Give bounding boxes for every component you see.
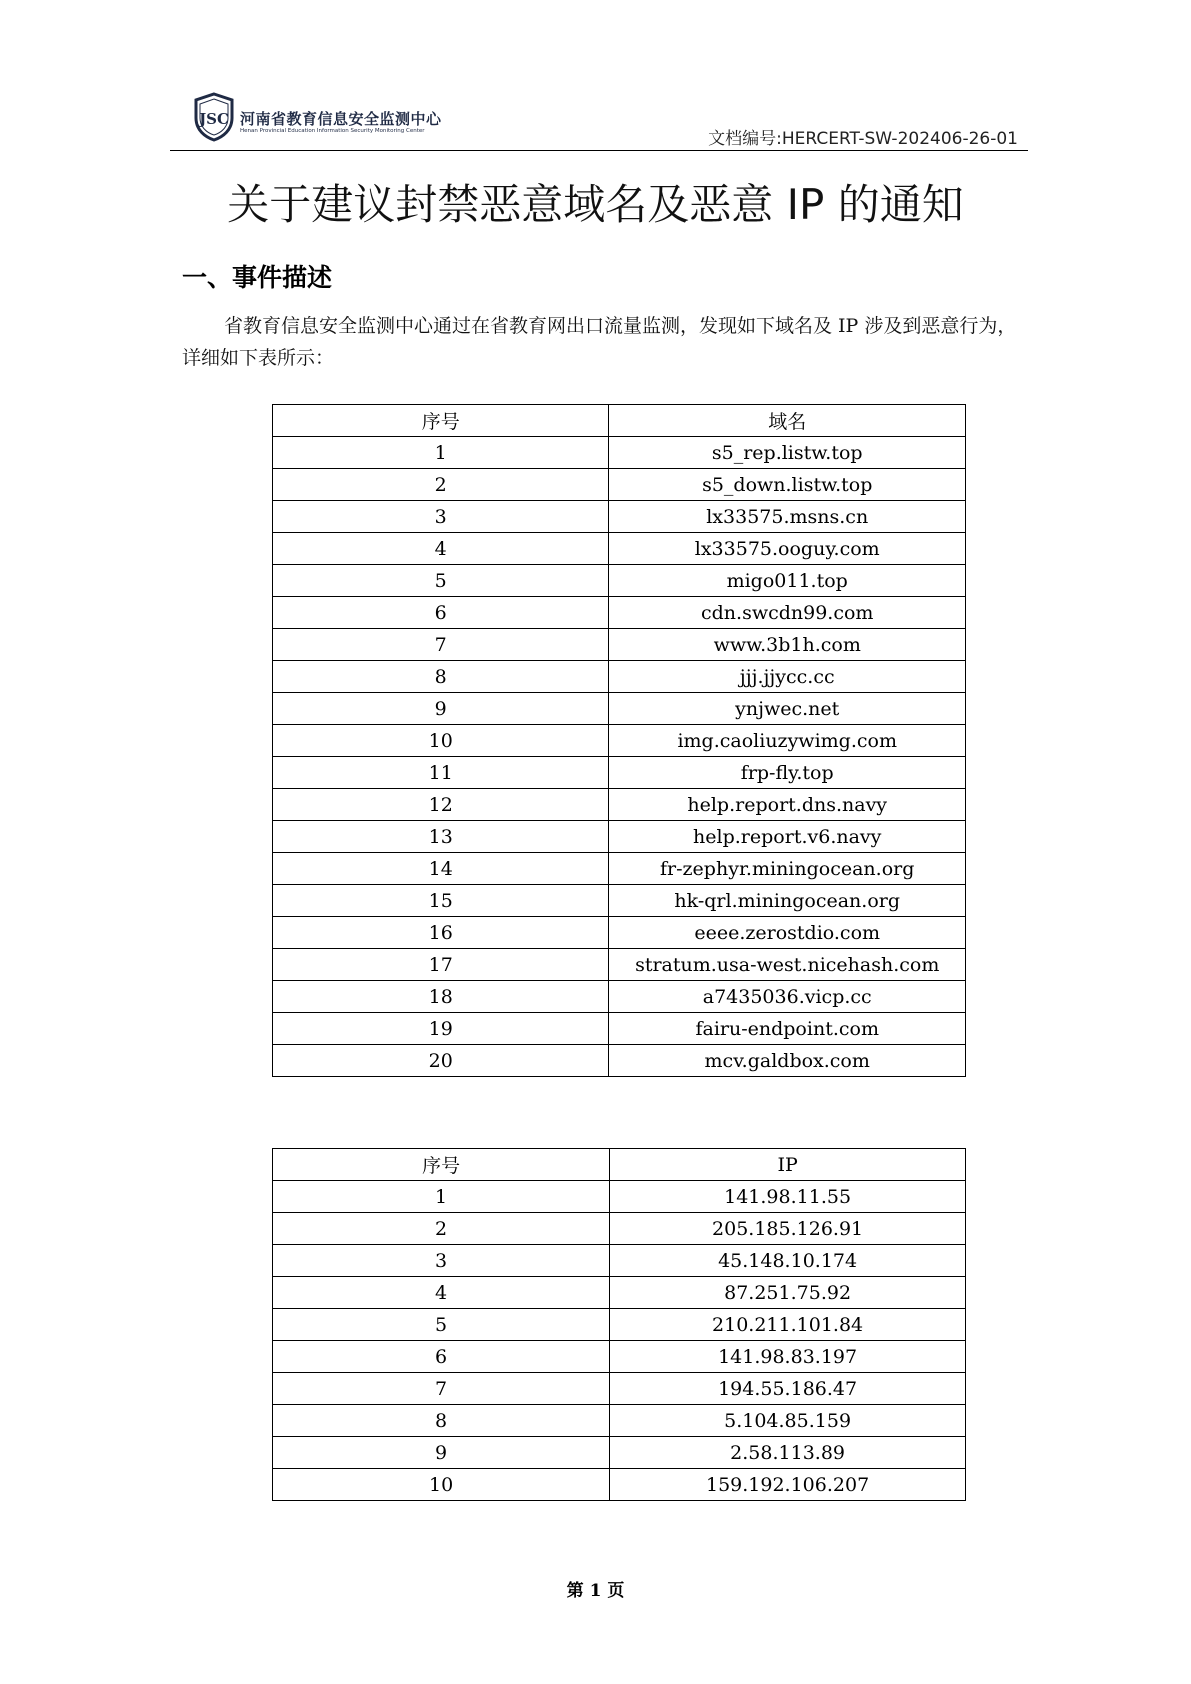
table-row [273, 1437, 966, 1469]
domain-value: frp-fly.top [609, 757, 966, 789]
row-index: 20 [273, 1045, 609, 1077]
row-index: 6 [273, 1341, 610, 1373]
table-row [273, 1045, 966, 1077]
document-number: 文档编号:HERCERT-SW-202406-26-01 [708, 129, 1018, 149]
domain-value: cdn.swcdn99.com [609, 597, 966, 629]
row-index: 2 [273, 469, 609, 501]
table-row [273, 661, 966, 693]
table-header-row [273, 1149, 966, 1181]
domain-value: stratum.usa-west.nicehash.com [609, 949, 966, 981]
domain-value: s5_down.listw.top [609, 469, 966, 501]
ip-value: 194.55.186.47 [610, 1373, 966, 1405]
row-index: 14 [273, 853, 609, 885]
domain-value: eeee.zerostdio.com [609, 917, 966, 949]
table-row [273, 1245, 966, 1277]
column-header-ip: IP [610, 1149, 966, 1181]
ip-value: 45.148.10.174 [610, 1245, 966, 1277]
table-row [273, 1469, 966, 1501]
column-header-index: 序号 [273, 1149, 610, 1181]
page-suffix: 页 [607, 1581, 625, 1601]
logo-mark: JSC [199, 110, 229, 128]
table-row [273, 1341, 966, 1373]
domain-table-body [273, 437, 966, 1077]
table-row [273, 981, 966, 1013]
domain-value: ynjwec.net [609, 693, 966, 725]
row-index: 7 [273, 1373, 610, 1405]
table-row [273, 917, 966, 949]
ip-value: 87.251.75.92 [610, 1277, 966, 1309]
malicious-ip-table [272, 1148, 966, 1501]
table-row [273, 1277, 966, 1309]
domain-value: fr-zephyr.miningocean.org [609, 853, 966, 885]
row-index: 3 [273, 1245, 610, 1277]
row-index: 19 [273, 1013, 609, 1045]
event-description: 省教育信息安全监测中心通过在省教育网出口流量监测，发现如下域名及 IP 涉及到恶意行为，详细如下表所示： [182, 315, 1017, 369]
row-index: 8 [273, 661, 609, 693]
table-row [273, 757, 966, 789]
row-index: 9 [273, 1437, 610, 1469]
row-index: 15 [273, 885, 609, 917]
column-header-domain: 域名 [609, 405, 966, 437]
row-index: 1 [273, 437, 609, 469]
table-row [273, 469, 966, 501]
table-row [273, 1181, 966, 1213]
domain-value: lx33575.msns.cn [609, 501, 966, 533]
table-row [273, 1013, 966, 1045]
table-row [273, 725, 966, 757]
row-index: 13 [273, 821, 609, 853]
domain-value: help.report.v6.navy [609, 821, 966, 853]
row-index: 18 [273, 981, 609, 1013]
organization-name-cn: 河南省教育信息安全监测中心 [240, 110, 442, 128]
row-index: 2 [273, 1213, 610, 1245]
page-prefix: 第 [566, 1581, 584, 1601]
page-title: 关于建议封禁恶意域名及恶意 IP 的通知 [227, 180, 964, 229]
row-index: 10 [273, 725, 609, 757]
table-header-row [273, 405, 966, 437]
ip-value: 210.211.101.84 [610, 1309, 966, 1341]
row-index: 4 [273, 1277, 610, 1309]
domain-value: fairu-endpoint.com [609, 1013, 966, 1045]
row-index: 5 [273, 1309, 610, 1341]
domain-value: mcv.galdbox.com [609, 1045, 966, 1077]
ip-value: 141.98.11.55 [610, 1181, 966, 1213]
row-index: 8 [273, 1405, 610, 1437]
row-index: 5 [273, 565, 609, 597]
domain-value: lx33575.ooguy.com [609, 533, 966, 565]
table-row [273, 853, 966, 885]
ip-value: 141.98.83.197 [610, 1341, 966, 1373]
domain-value: s5_rep.listw.top [609, 437, 966, 469]
section-heading: 一、事件描述 [182, 263, 333, 292]
row-index: 17 [273, 949, 609, 981]
table-row [273, 1405, 966, 1437]
table-row [273, 789, 966, 821]
table-row [273, 533, 966, 565]
row-index: 7 [273, 629, 609, 661]
organization-name-en: Henan Provincial Education Information Security Monitoring Center [240, 128, 425, 134]
row-index: 10 [273, 1469, 610, 1501]
ip-table-body [273, 1181, 966, 1501]
row-index: 6 [273, 597, 609, 629]
malicious-domain-table [272, 404, 966, 1077]
table-row [273, 821, 966, 853]
row-index: 4 [273, 533, 609, 565]
row-index: 9 [273, 693, 609, 725]
domain-value: help.report.dns.navy [609, 789, 966, 821]
domain-value: img.caoliuzywimg.com [609, 725, 966, 757]
table-row [273, 693, 966, 725]
domain-value: migo011.top [609, 565, 966, 597]
ip-value: 5.104.85.159 [610, 1405, 966, 1437]
row-index: 1 [273, 1181, 610, 1213]
page-header [170, 88, 1028, 151]
table-row [273, 565, 966, 597]
domain-value: a7435036.vicp.cc [609, 981, 966, 1013]
table-row [273, 1213, 966, 1245]
table-row [273, 1373, 966, 1405]
shield-emblem-icon [192, 92, 236, 142]
row-index: 16 [273, 917, 609, 949]
domain-value: www.3b1h.com [609, 629, 966, 661]
ip-value: 2.58.113.89 [610, 1437, 966, 1469]
table-row [273, 437, 966, 469]
ip-value: 159.192.106.207 [610, 1469, 966, 1501]
column-header-index: 序号 [273, 405, 609, 437]
row-index: 3 [273, 501, 609, 533]
organization-logo [192, 92, 452, 142]
domain-value: jjj.jjycc.cc [609, 661, 966, 693]
row-index: 12 [273, 789, 609, 821]
page-number: 1 [589, 1581, 602, 1601]
table-row [273, 501, 966, 533]
ip-value: 205.185.126.91 [610, 1213, 966, 1245]
table-row [273, 949, 966, 981]
row-index: 11 [273, 757, 609, 789]
table-row [273, 1309, 966, 1341]
domain-value: hk-qrl.miningocean.org [609, 885, 966, 917]
table-row [273, 629, 966, 661]
table-row [273, 885, 966, 917]
page-footer [0, 1576, 1191, 1601]
table-row [273, 597, 966, 629]
